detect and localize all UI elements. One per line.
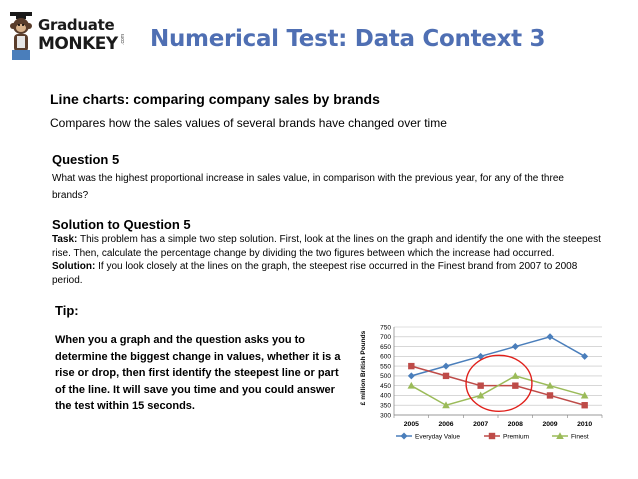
y-tick-label: 550	[380, 363, 391, 371]
x-tick-label: 2009	[542, 421, 558, 428]
question-text: What was the highest proportional increase in sales value, in comparison with the previous year, for any of the three brands?	[52, 173, 564, 201]
logo-dotcom: .com	[120, 34, 126, 45]
legend-label-finest: Finest	[571, 433, 589, 441]
logo-text-graduate: Graduate	[38, 16, 115, 34]
y-tick-label: 300	[380, 412, 391, 420]
data-point-finest	[408, 382, 416, 389]
sales-line-chart	[356, 320, 608, 444]
y-tick-label: 400	[380, 392, 391, 400]
data-point-finest	[512, 372, 520, 379]
legend-label-premium: Premium	[503, 433, 530, 441]
legend-marker-premium	[489, 433, 495, 439]
legend-label-everyday-value: Everyday Value	[415, 433, 461, 441]
data-point-everyday-value	[581, 353, 588, 360]
y-tick-label: 450	[380, 382, 391, 390]
section-heading: Line charts: comparing company sales by brands	[50, 91, 380, 107]
data-point-everyday-value	[443, 363, 450, 370]
y-tick-label: 750	[380, 324, 391, 332]
question-title: Question 5	[52, 152, 120, 167]
graduate-monkey-logo	[8, 10, 130, 66]
logo-text-monkey: MONKEY	[38, 34, 118, 54]
y-tick-label: 700	[380, 334, 391, 342]
solution-text	[52, 233, 607, 287]
x-tick-label: 2007	[473, 421, 489, 428]
y-tick-label: 600	[380, 353, 391, 361]
data-point-everyday-value	[547, 333, 554, 340]
task-text: This problem has a simple two step solution. First, look at the lines on the graph and identify the one with the steepest rise. Then, calculate the percentage change by dividing the two figures between which the increase had occurred.	[52, 234, 601, 259]
data-point-premium	[477, 382, 483, 388]
data-point-everyday-value	[512, 343, 519, 350]
y-axis-label-text: £ million British Pounds	[360, 330, 367, 406]
data-point-premium	[547, 392, 553, 398]
x-tick-label: 2006	[438, 421, 454, 428]
page-title: Numerical Test: Data Context 3	[150, 26, 546, 52]
x-tick-label: 2005	[403, 421, 419, 428]
data-point-everyday-value	[408, 372, 415, 379]
x-tick-label: 2008	[507, 421, 523, 428]
x-tick-label: 2010	[577, 421, 593, 428]
data-point-premium	[408, 363, 414, 369]
data-point-premium	[581, 402, 587, 408]
tip-title: Tip:	[55, 303, 79, 318]
tip-text: When you a graph and the question asks you to determine the biggest change in values, whether it is a rise or drop, then first identify the steepest line or part of the line. It will save you time and you could answer the test within 15 seconds.	[55, 334, 341, 412]
task-label: Task:	[52, 234, 78, 245]
solution-body: If you look closely at the lines on the graph, the steepest rise occurred in the Finest brand from 2007 to 2008 period.	[52, 261, 578, 286]
legend-marker-everyday-value	[401, 433, 408, 440]
data-point-premium	[443, 373, 449, 379]
y-tick-label: 650	[380, 343, 391, 351]
y-tick-label: 350	[380, 402, 391, 410]
highlight-circle	[466, 355, 532, 411]
series-line-finest	[411, 376, 584, 405]
y-tick-label: 500	[380, 373, 391, 381]
solution-label: Solution:	[52, 261, 96, 272]
data-point-finest	[477, 392, 485, 399]
section-subheading: Compares how the sales values of several brands have changed over time	[50, 116, 447, 130]
data-point-premium	[512, 382, 518, 388]
monkey-icon	[8, 10, 38, 62]
solution-title: Solution to Question 5	[52, 217, 191, 232]
